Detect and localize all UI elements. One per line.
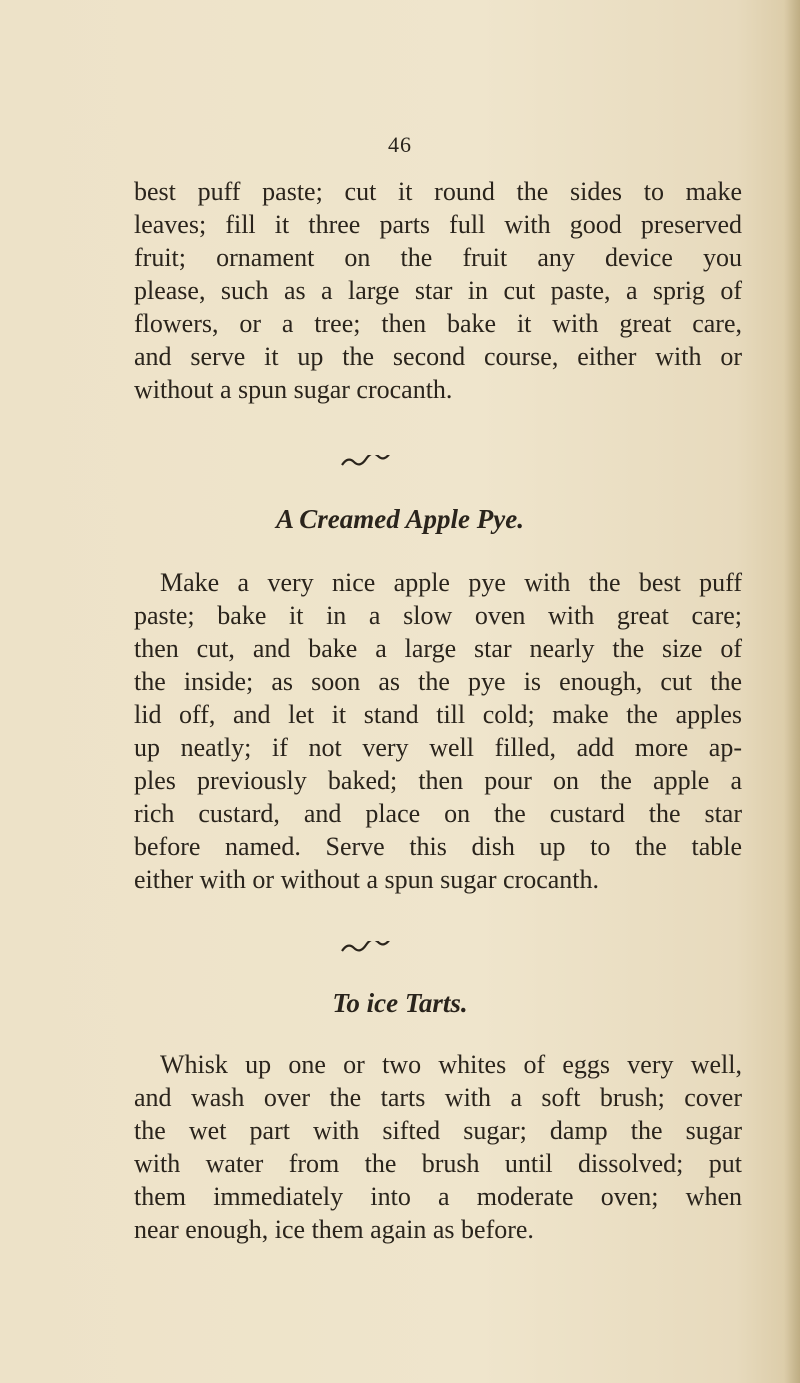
text-line: up neatly; if not very well filled, add more ap- <box>134 733 742 762</box>
text-line: the inside; as soon as the pye is enough, cut the <box>134 667 742 696</box>
recipe-paragraph-ice-tarts <box>134 1048 742 1246</box>
text-line: rich custard, and place on the custard the star <box>134 799 742 828</box>
text-line: Whisk up one or two whites of eggs very well, <box>160 1050 742 1079</box>
section-divider-ornament <box>340 455 460 469</box>
text-line: lid off, and let it stand till cold; make the apples <box>134 700 742 729</box>
text-line: and serve it up the second course, either with or <box>134 342 742 371</box>
page-edge-shadow <box>784 0 800 1383</box>
text-line: and wash over the tarts with a soft brush; cover <box>134 1083 742 1112</box>
section-divider-ornament <box>340 941 460 955</box>
text-line: leaves; fill it three parts full with good preserved <box>134 210 742 239</box>
text-line: please, such as a large star in cut paste, a sprig of <box>134 276 742 305</box>
recipe-heading-ice-tarts: To ice Tarts. <box>332 988 468 1018</box>
recipe-paragraph-creamed-apple-pye <box>134 566 742 896</box>
text-line: Make a very nice apple pye with the best puff <box>160 568 742 597</box>
text-line: either with or without a spun sugar crocanth. <box>134 865 599 894</box>
text-line: paste; bake it in a slow oven with great care; <box>134 601 742 630</box>
text-line: then cut, and bake a large star nearly the size of <box>134 634 742 663</box>
text-line: with water from the brush until dissolved; put <box>134 1149 742 1178</box>
text-line: before named. Serve this dish up to the table <box>134 832 742 861</box>
text-line: near enough, ice them again as before. <box>134 1215 534 1244</box>
text-line: the wet part with sifted sugar; damp the sugar <box>134 1116 742 1145</box>
text-line: ples previously baked; then pour on the apple a <box>134 766 742 795</box>
text-line: without a spun sugar crocanth. <box>134 375 453 404</box>
text-line: flowers, or a tree; then bake it with great care, <box>134 309 742 338</box>
recipe-heading-creamed-apple-pye: A Creamed Apple Pye. <box>276 504 524 534</box>
text-line: them immediately into a moderate oven; when <box>134 1182 742 1211</box>
page-number: 46 <box>388 132 412 157</box>
text-line: best puff paste; cut it round the sides to make <box>134 177 742 206</box>
intro-paragraph <box>134 175 742 406</box>
text-line: fruit; ornament on the fruit any device you <box>134 243 742 272</box>
